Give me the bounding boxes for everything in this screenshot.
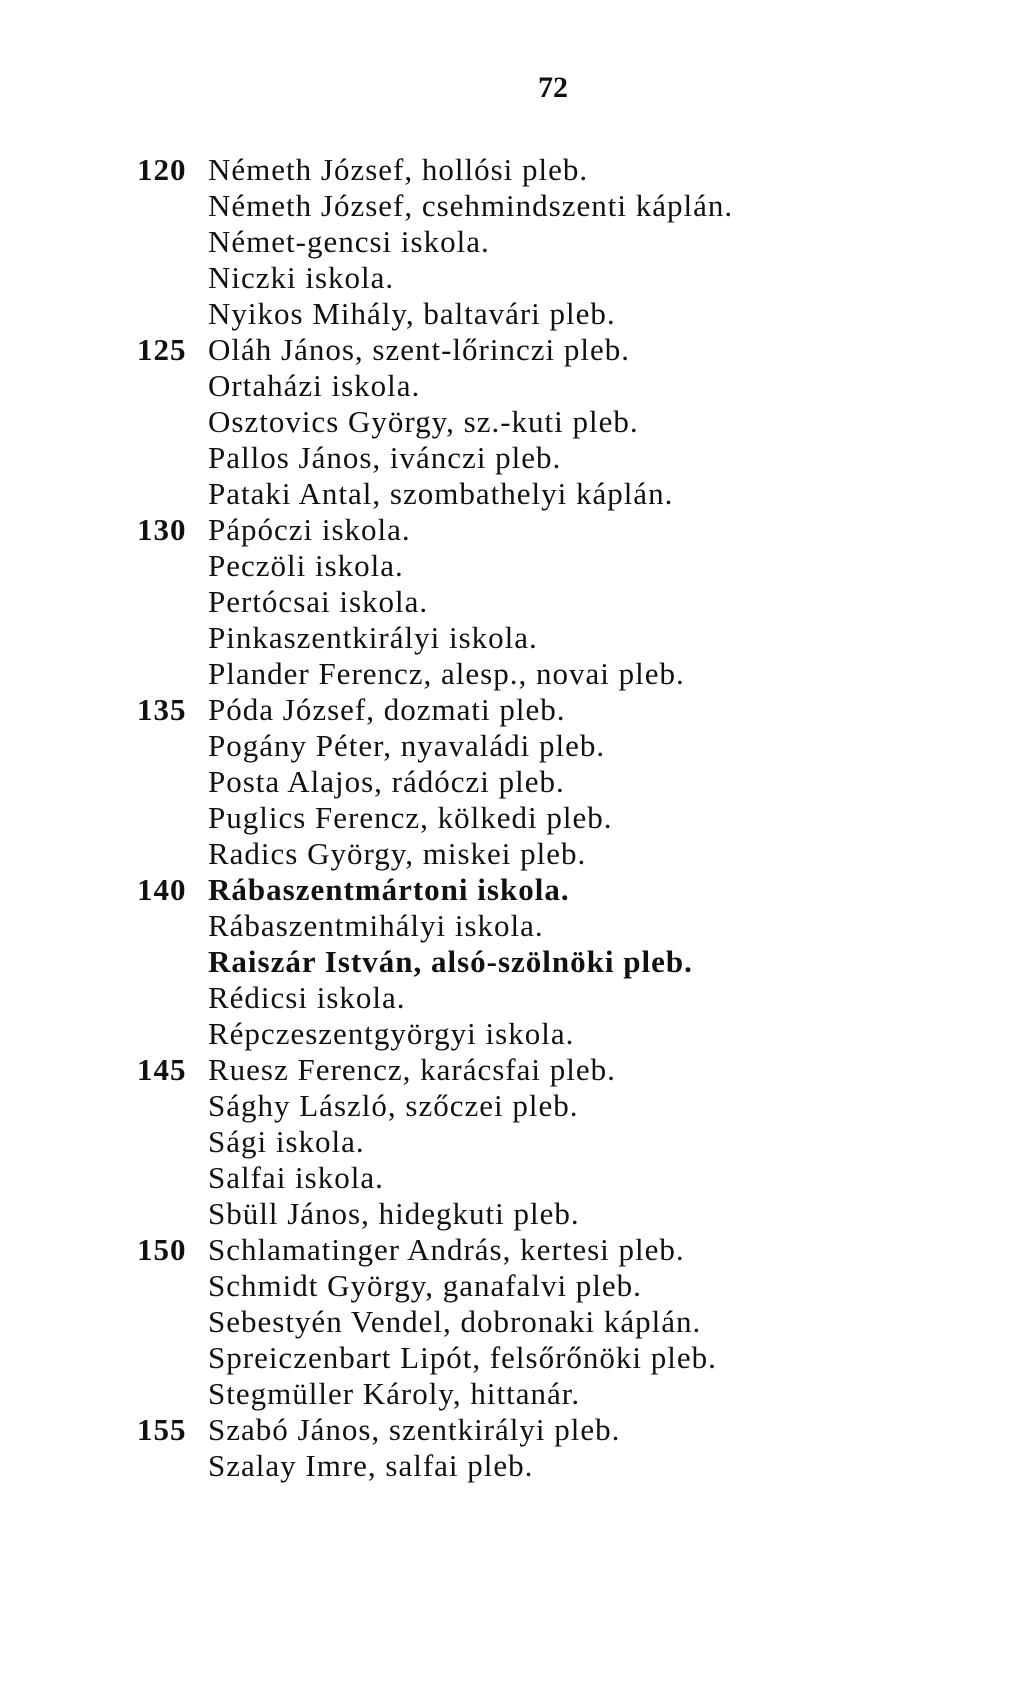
- list-item: [0, 692, 1024, 728]
- list-item: [0, 224, 1024, 260]
- entry-text: Peczöli iskola.: [208, 548, 404, 583]
- list-item: [0, 944, 1024, 980]
- entry-text: Nyikos Mihály, baltavári pleb.: [208, 296, 616, 331]
- entry-text: Salfai iskola.: [208, 1160, 384, 1195]
- list-item: [0, 584, 1024, 620]
- entry-text: Schmidt György, ganafalvi pleb.: [208, 1268, 642, 1303]
- entry-text: Niczki iskola.: [208, 260, 395, 295]
- entry-text: Rábaszentmártoni iskola.: [208, 872, 570, 907]
- entry-number: 150: [137, 1232, 187, 1267]
- entry-number: 145: [137, 1052, 187, 1087]
- list-item: [0, 1448, 1024, 1484]
- entry-text: Sebestyén Vendel, dobronaki káplán.: [208, 1304, 702, 1339]
- entry-number: 120: [137, 152, 187, 187]
- list-item: [0, 368, 1024, 404]
- entry-text: Sághy László, szőczei pleb.: [208, 1088, 579, 1123]
- entry-text: Spreiczenbart Lipót, felsőrőnöki pleb.: [208, 1340, 717, 1375]
- entry-text: Pertócsai iskola.: [208, 584, 429, 619]
- entry-text: Pataki Antal, szombathelyi káplán.: [208, 476, 674, 511]
- entry-number: 155: [137, 1412, 187, 1447]
- list-item: [0, 1268, 1024, 1304]
- entry-number: 135: [137, 692, 187, 727]
- list-item: [0, 188, 1024, 224]
- entry-text: Póda József, dozmati pleb.: [208, 692, 566, 727]
- entry-text: Szabó János, szentkirályi pleb.: [208, 1412, 621, 1447]
- list-item: [0, 1376, 1024, 1412]
- list-item: [0, 656, 1024, 692]
- list-item: [0, 1124, 1024, 1160]
- entry-text: Sági iskola.: [208, 1124, 365, 1159]
- entry-number: 125: [137, 332, 187, 367]
- entry-text: Radics György, miskei pleb.: [208, 836, 587, 871]
- entry-text: Német-gencsi iskola.: [208, 224, 490, 259]
- entry-text: Répczeszentgyörgyi iskola.: [208, 1016, 575, 1051]
- entry-text: Ortaházi iskola.: [208, 368, 421, 403]
- entry-text: Pápóczi iskola.: [208, 512, 411, 547]
- list-item: [0, 872, 1024, 908]
- list-item: [0, 512, 1024, 548]
- entry-text: Stegmüller Károly, hittanár.: [208, 1376, 581, 1411]
- entry-text: Raiszár István, alsó-szölnöki pleb.: [208, 944, 693, 979]
- entry-text: Osztovics György, sz.-kuti pleb.: [208, 404, 639, 439]
- list-item: [0, 764, 1024, 800]
- entry-text: Plander Ferencz, alesp., novai pleb.: [208, 656, 685, 691]
- list-item: [0, 548, 1024, 584]
- list-item: [0, 152, 1024, 188]
- entry-text: Rábaszentmihályi iskola.: [208, 908, 544, 943]
- list-item: [0, 980, 1024, 1016]
- entry-text: Pinkaszentkirályi iskola.: [208, 620, 538, 655]
- list-item: [0, 1304, 1024, 1340]
- list-item: [0, 1196, 1024, 1232]
- entry-text: Rédicsi iskola.: [208, 980, 406, 1015]
- list-item: [0, 620, 1024, 656]
- list-item: [0, 1052, 1024, 1088]
- entry-text: Németh József, hollósi pleb.: [208, 152, 589, 187]
- list-item: [0, 728, 1024, 764]
- page-number: 72: [538, 71, 568, 104]
- entry-text: Pogány Péter, nyavaládi pleb.: [208, 728, 606, 763]
- list-item: [0, 836, 1024, 872]
- list-item: [0, 440, 1024, 476]
- list-item: [0, 908, 1024, 944]
- entry-text: Németh József, csehmindszenti káplán.: [208, 188, 734, 223]
- list-item: [0, 1340, 1024, 1376]
- list-item: [0, 800, 1024, 836]
- entry-text: Ruesz Ferencz, karácsfai pleb.: [208, 1052, 616, 1087]
- entry-text: Posta Alajos, rádóczi pleb.: [208, 764, 565, 799]
- list-item: [0, 404, 1024, 440]
- entry-text: Pallos János, ivánczi pleb.: [208, 440, 562, 475]
- list-item: [0, 1088, 1024, 1124]
- entry-text: Schlamatinger András, kertesi pleb.: [208, 1232, 685, 1267]
- list-item: [0, 1160, 1024, 1196]
- entry-number: 130: [137, 512, 187, 547]
- entry-text: Sbüll János, hidegkuti pleb.: [208, 1196, 580, 1231]
- entry-text: Puglics Ferencz, kölkedi pleb.: [208, 800, 613, 835]
- entry-list: [0, 152, 1024, 1484]
- list-item: [0, 1412, 1024, 1448]
- entry-number: 140: [137, 872, 187, 907]
- list-item: [0, 332, 1024, 368]
- entry-text: Szalay Imre, salfai pleb.: [208, 1448, 534, 1483]
- list-item: [0, 1232, 1024, 1268]
- list-item: [0, 1016, 1024, 1052]
- list-item: [0, 260, 1024, 296]
- entry-text: Oláh János, szent-lőrinczi pleb.: [208, 332, 630, 367]
- list-item: [0, 296, 1024, 332]
- list-item: [0, 476, 1024, 512]
